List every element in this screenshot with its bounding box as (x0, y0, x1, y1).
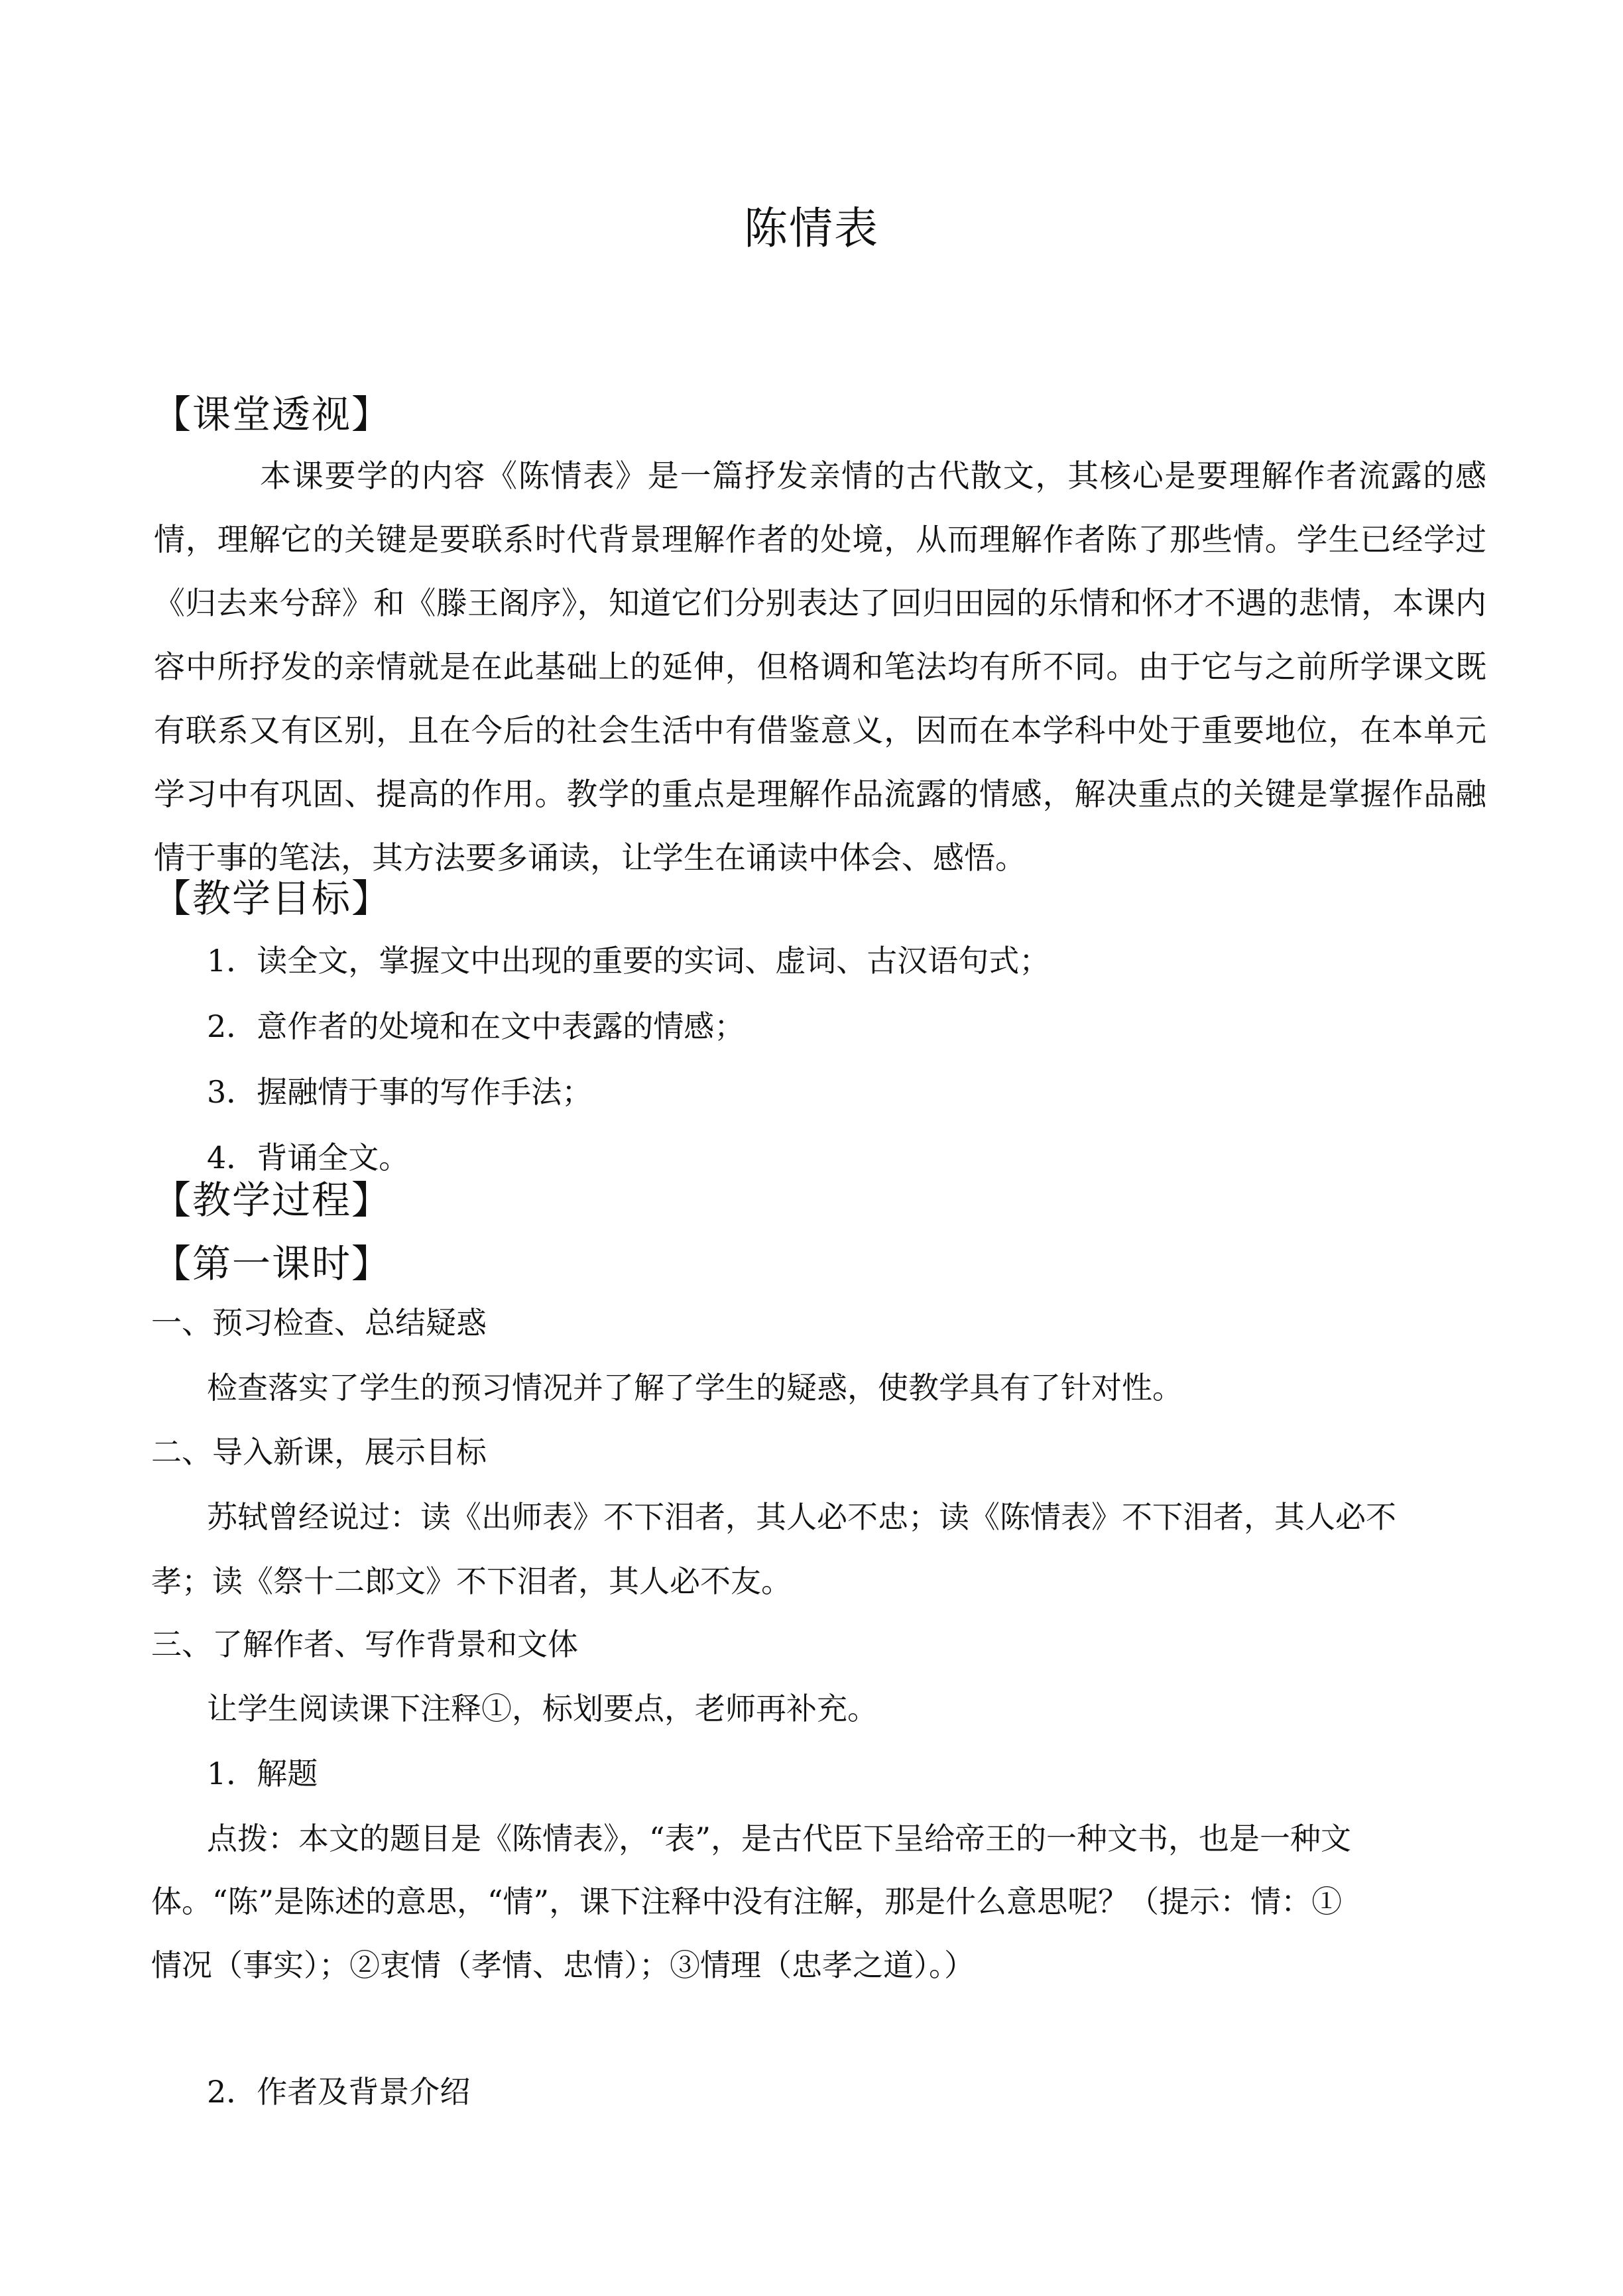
goal-item-3: 3．握融情于事的写作手法； (207, 1074, 593, 1110)
section-heading-classroom: 【课堂透视】 (152, 392, 392, 437)
sub1-text-line1: 点拨：本文的题目是《陈情表》，“表”，是古代臣下呈给帝王的一种文书，也是一种文 (207, 1821, 1352, 1856)
section-heading-goals: 【教学目标】 (152, 876, 392, 921)
sub1-text-line2: 体。“陈”是陈述的意思，“情”，课下注释中没有注解，那是什么意思呢？（提示：情：① (151, 1884, 1343, 1919)
step3-heading: 三、了解作者、写作背景和文体 (151, 1626, 578, 1662)
intro-paragraph: 本课要学的内容《陈情表》是一篇抒发亲情的古代散文，其核心是要理解作者流露的感情，理解它的关键是要联系时代背景理解作者的处境，从而理解作者陈了那些情。学生已经学过《归去来兮辞》和《滕王阁序》，知道它们分别表达了回归田园的乐情和怀才不遇的悲情，本课内容中所抒发的亲情就是在此基础上的延伸，但格调和笔法均有所不同。由于它与之前所学课文既有联系又有区别，且在今后的社会生活中有借鉴意义，因而在本学科中处于重要地位，在本单元学习中有巩固、提高的作用。教学的重点是理解作品流露的情感，解决重点的关键是掌握作品融情于事的笔法，其方法要多诵读，让学生在诵读中体会、感悟。 (154, 458, 1486, 876)
sub1-text-line3: 情况（事实）；②衷情（孝情、忠情）；③情理（忠孝之道）。） (151, 1947, 975, 1983)
goal-item-4: 4．背诵全文。 (207, 1140, 410, 1176)
section-heading-process: 【教学过程】 (152, 1178, 392, 1223)
step2-text-line1: 苏轼曾经说过：读《出师表》不下泪者，其人必不忠；读《陈情表》不下泪者，其人必不 (207, 1499, 1396, 1535)
goal-item-1: 1．读全文，掌握文中出现的重要的实词、虚词、古汉语句式； (207, 943, 1050, 979)
step1-heading: 一、预习检查、总结疑惑 (151, 1305, 487, 1341)
page-title: 陈情表 (744, 203, 879, 254)
step3-text: 让学生阅读课下注释①，标划要点，老师再补充。 (207, 1691, 878, 1726)
step2-text-line2: 孝；读《祭十二郎文》不下泪者，其人必不友。 (151, 1563, 792, 1599)
section-heading-period1: 【第一课时】 (152, 1241, 392, 1286)
goal-item-2: 2．意作者的处境和在文中表露的情感； (207, 1008, 745, 1044)
step2-heading: 二、导入新课，展示目标 (151, 1434, 487, 1470)
sub2-heading: 2．作者及背景介绍 (207, 2074, 471, 2110)
step1-text: 检查落实了学生的预习情况并了解了学生的疑惑，使教学具有了针对性。 (207, 1370, 1183, 1406)
sub1-heading: 1．解题 (207, 1756, 318, 1791)
